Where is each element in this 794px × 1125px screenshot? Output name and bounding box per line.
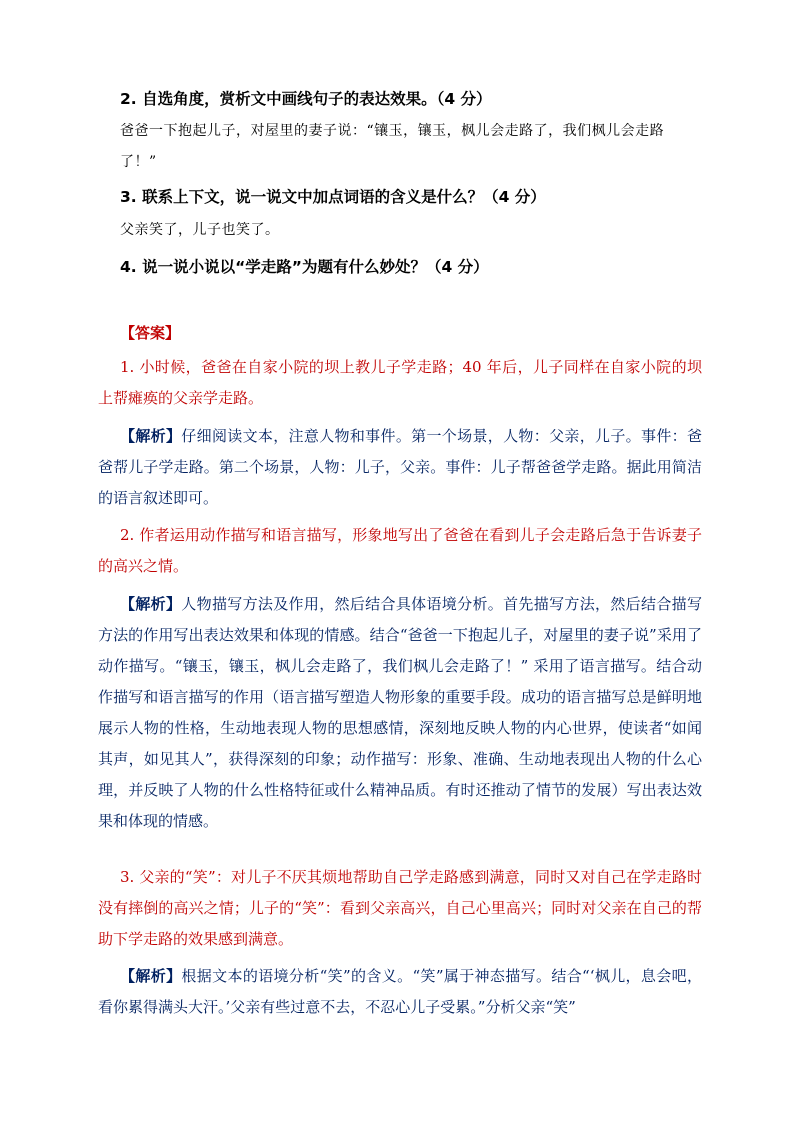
question-3-quote: 父亲笑了，儿子也笑了。	[120, 222, 280, 238]
question-2: 2. 自选角度，赏析文中画线句子的表达效果。（4 分）	[120, 90, 492, 108]
question-4: 4. 说一说小说以“学走路”为题有什么妙处？（4 分）	[120, 258, 489, 276]
answer-2: 2. 作者运用动作描写和语言描写，形象地写出了爸爸在看到儿子会走路后急于告诉妻子的高兴之情。	[98, 526, 702, 575]
question-2-quote: 爸爸一下抱起儿子，对屋里的妻子说：“镶玉，镶玉，枫儿会走路了，我们枫儿会走路了！”	[120, 123, 665, 170]
answer-3-analysis	[98, 961, 702, 1023]
question-3: 3. 联系上下文，说一说文中加点词语的含义是什么？（4 分）	[120, 188, 546, 206]
analysis-label: 【解析】	[120, 967, 182, 985]
answer-heading: 【答案】	[120, 324, 181, 342]
answer-2-analysis	[98, 589, 702, 837]
analysis-text: 根据文本的语境分析“笑”的含义。“笑”属于神态描写。结合“‘枫儿，息会吧，看你累得满头大汗。’父亲有些过意不去，不忍心儿子受累。”分析父亲“笑”	[98, 967, 702, 1016]
answer-3: 3. 父亲的“笑”：对儿子不厌其烦地帮助自己学走路感到满意，同时又对自己在学走路时没有摔倒的高兴之情；儿子的“笑”：看到父亲高兴，自己心里高兴；同时对父亲在自己的帮助下学走路的效果感到满意。	[98, 868, 702, 948]
analysis-text: 人物描写方法及作用，然后结合具体语境分析。首先描写方法，然后结合描写方法的作用写出表达效果和体现的情感。结合“爸爸一下抱起儿子，对屋里的妻子说”采用了动作描写。“镶玉，镶玉，枫儿会走路了，我们枫儿会走路了！” 采用了语言描写。结合动作描写和语言描写的作用（语言描写塑造人物形象的重要手段。成功的语言描写总是鲜明地展示人物的性格，生动地表现人物的思想感情，深刻地反映人物的内心世界，使读者“如闻其声，如见其人”，获得深刻的印象；动作描写：形象、准确、生动地表现出人物的什么心理，并反映了人物的什么性格特征或什么精神品质。有时还推动了情节的发展）写出表达效果和体现的情感。	[98, 595, 702, 830]
analysis-text: 仔细阅读文本，注意人物和事件。第一个场景，人物：父亲，儿子。事件：爸爸帮儿子学走路。第二个场景，人物：儿子，父亲。事件：儿子帮爸爸学走路。据此用简洁的语言叙述即可。	[98, 427, 702, 507]
answer-1-analysis	[98, 421, 702, 514]
analysis-label: 【解析】	[120, 427, 182, 445]
analysis-label: 【解析】	[120, 595, 182, 613]
answer-1: 1. 小时候，爸爸在自家小院的坝上教儿子学走路；40 年后，儿子同样在自家小院的坝上帮瘫痪的父亲学走路。	[98, 358, 702, 407]
